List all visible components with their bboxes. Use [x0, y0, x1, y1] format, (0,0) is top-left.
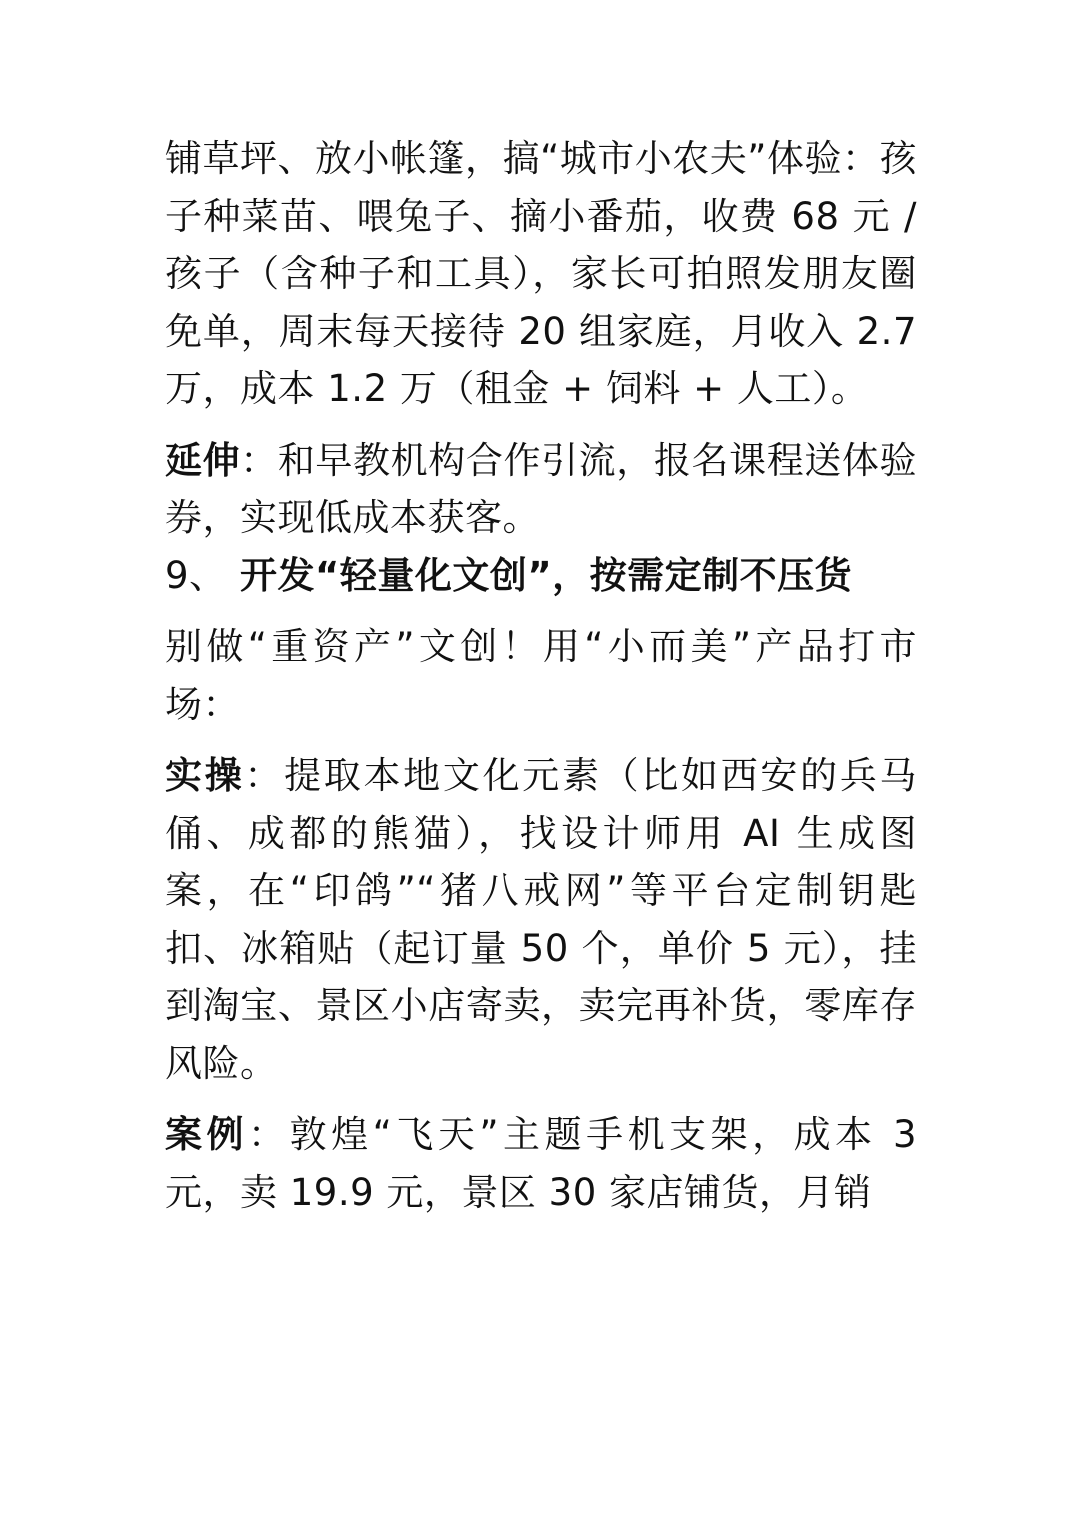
paragraph-case [165, 1106, 917, 1221]
section-9-number: 9、 [165, 553, 227, 597]
section-9-title: 开发“轻量化文创”，按需定制不压货 [240, 553, 853, 597]
case-colon: ： [248, 1113, 290, 1156]
extension-label: 延伸 [165, 438, 241, 482]
paragraph-practice [165, 747, 917, 1092]
document-page [165, 130, 917, 1221]
extension-colon: ： [240, 438, 278, 482]
practice-label: 实操 [165, 754, 245, 797]
case-text: 敦煌“飞天”主题手机支架，成本 3 元，卖 19.9 元，景区 30 家店铺货，月销 [165, 1113, 918, 1214]
paragraph-extension [165, 432, 917, 547]
practice-colon: ： [244, 754, 285, 797]
paragraph-intro: 别做“重资产”文创！用“小而美”产品打市场： [165, 625, 917, 726]
section-9-heading [165, 547, 917, 605]
case-label: 案例 [165, 1113, 249, 1156]
practice-text: 提取本地文化元素（比如西安的兵马俑、成都的熊猫），找设计师用 AI 生成图案，在“印鸽”“猪八戒网”等平台定制钥匙扣、冰箱贴（起订量 50 个，单价 5 元），挂到淘宝、景区小店寄卖，卖完再补货，零库存风险。 [165, 754, 918, 1085]
paragraph-farm-experience: 铺草坪、放小帐篷，搞“城市小农夫”体验：孩子种菜苗、喂兔子、摘小番茄，收费 68 元 / 孩子（含种子和工具），家长可拍照发朋友圈免单，周末每天接待 20 组家庭，月收入 2.7 万，成本 1.2 万（租金 + 饲料 + 人工）。 [165, 137, 917, 410]
extension-text: 和早教机构合作引流，报名课程送体验券，实现低成本获客。 [165, 438, 918, 539]
